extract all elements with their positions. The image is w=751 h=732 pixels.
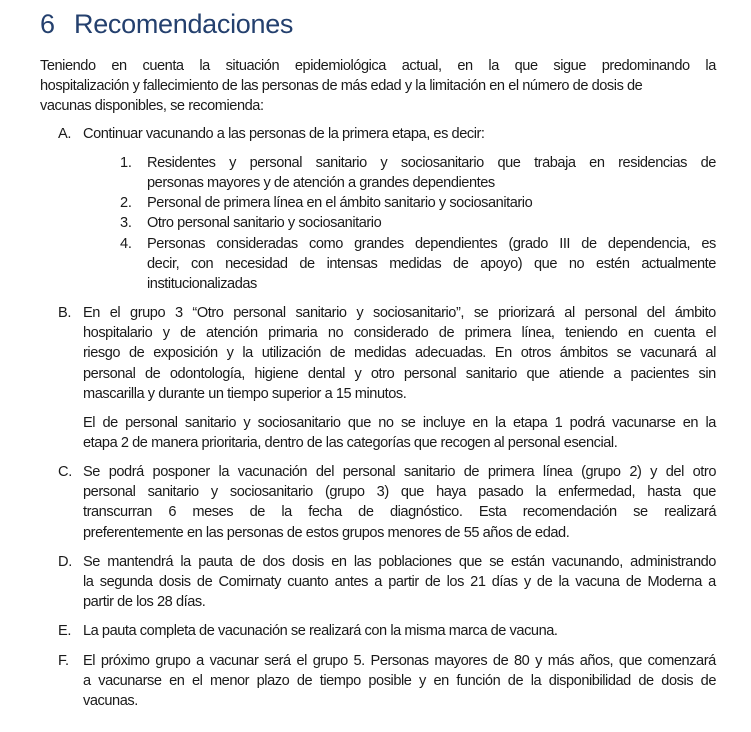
word: actualmente xyxy=(641,256,716,272)
list-marker: B. xyxy=(58,305,72,321)
word: de xyxy=(144,366,161,382)
word: menor xyxy=(209,673,250,689)
sub-item-line: Otro personal sanitario y sociosanitario xyxy=(147,215,382,231)
word: la xyxy=(281,504,292,520)
item-line xyxy=(83,413,716,433)
word: higiene xyxy=(254,366,299,382)
list-marker: A. xyxy=(58,126,72,142)
word: podrá xyxy=(569,415,605,431)
sub-list-marker: 4. xyxy=(120,236,132,252)
word: el xyxy=(296,653,307,669)
word: las xyxy=(353,554,372,570)
word: de xyxy=(438,325,455,341)
word: primaria xyxy=(268,325,318,341)
word: diagnóstico. xyxy=(389,504,463,520)
word: sanitario xyxy=(465,366,517,382)
word: al xyxy=(564,305,575,321)
word: se xyxy=(616,345,632,361)
word: y xyxy=(162,325,170,341)
word: de xyxy=(296,673,313,689)
word: 6 xyxy=(168,504,176,520)
word: se xyxy=(473,305,489,321)
word: es xyxy=(701,236,716,252)
word: la xyxy=(705,58,716,74)
word: los xyxy=(446,574,464,590)
word: a xyxy=(83,673,91,689)
word: III xyxy=(559,236,571,252)
word: estén xyxy=(596,256,630,272)
item-line: mascarilla y durante un tiempo superior a 15 minutos. xyxy=(83,386,407,402)
word: que xyxy=(497,155,521,171)
word: (grupo xyxy=(325,484,365,500)
word: cuenta xyxy=(653,325,695,341)
word: 3) xyxy=(376,484,389,500)
word: “Otro xyxy=(192,305,224,321)
word: y xyxy=(243,415,251,431)
word: de xyxy=(299,256,315,272)
item-line xyxy=(83,482,716,502)
word: meses xyxy=(192,504,234,520)
word: de xyxy=(638,673,654,689)
item-line xyxy=(83,552,716,572)
word: sigue xyxy=(553,58,587,74)
word: 80 xyxy=(514,653,530,669)
word: grupo xyxy=(312,653,348,669)
word: personal xyxy=(403,366,457,382)
word: residencias xyxy=(618,155,688,171)
word: pasado xyxy=(478,484,524,500)
word: vacunando, xyxy=(551,554,623,570)
word: incluye xyxy=(422,415,466,431)
word: no xyxy=(568,256,585,272)
intro-line: vacunas disponibles, se recomienda: xyxy=(40,98,264,114)
word: epidemiológica xyxy=(294,58,386,74)
word: de xyxy=(358,504,374,520)
section-heading xyxy=(40,9,293,40)
item-line xyxy=(83,462,716,482)
word: personal xyxy=(249,155,303,171)
word: que xyxy=(458,554,482,570)
word: posponer xyxy=(152,464,210,480)
word: grandes xyxy=(354,236,404,252)
word: sanitario xyxy=(147,484,199,500)
word: Teniendo xyxy=(40,58,96,74)
word: que xyxy=(526,366,550,382)
word: En xyxy=(83,305,100,321)
word: sociosanitario xyxy=(257,415,341,431)
sub-item-line xyxy=(147,254,716,274)
word: de xyxy=(453,256,469,272)
word: atiende xyxy=(559,366,604,382)
word: 5. xyxy=(353,653,365,669)
word: en xyxy=(472,415,488,431)
word: 2) xyxy=(629,464,642,480)
word: 3 xyxy=(174,305,183,321)
word: cuanto xyxy=(287,574,329,590)
item-line xyxy=(83,343,716,363)
word: el xyxy=(705,325,716,341)
word: sociosanitario xyxy=(229,484,313,500)
word: podrá xyxy=(108,464,144,480)
word: dental xyxy=(307,366,345,382)
word: años, xyxy=(579,653,614,669)
word: de xyxy=(536,574,553,590)
word: necesidad xyxy=(225,256,288,272)
word: 1 xyxy=(554,415,563,431)
word: El xyxy=(83,653,96,669)
word: a xyxy=(613,366,621,382)
word: no xyxy=(327,325,344,341)
word: la xyxy=(495,415,506,431)
word: dependencia, xyxy=(607,236,691,252)
word: y xyxy=(226,345,234,361)
word: disponibilidad xyxy=(548,673,631,689)
sub-item-line xyxy=(147,153,716,173)
word: que xyxy=(347,415,371,431)
word: la xyxy=(488,58,499,74)
word: considerado xyxy=(353,325,429,341)
word: fecha xyxy=(308,504,342,520)
word: a xyxy=(374,574,382,590)
word: próximo xyxy=(100,653,150,669)
word: actual, xyxy=(401,58,442,74)
word: de xyxy=(700,673,716,689)
word: se xyxy=(633,504,648,520)
word: vacunará xyxy=(640,345,697,361)
word: que xyxy=(514,58,538,74)
word: Esta xyxy=(478,504,507,520)
word: Personas xyxy=(370,653,429,669)
list-marker: F. xyxy=(58,653,69,669)
item-line xyxy=(83,671,716,691)
word: otros xyxy=(520,345,551,361)
word: medidas xyxy=(389,256,442,272)
section-title: Recomendaciones xyxy=(74,9,294,39)
word: mantendrá xyxy=(107,554,174,570)
word: realizará xyxy=(664,504,716,520)
word: dos xyxy=(262,554,285,570)
word: personal xyxy=(83,366,136,382)
intro-line xyxy=(40,56,716,76)
word: días xyxy=(491,574,518,590)
word: exposición xyxy=(153,345,218,361)
word: la xyxy=(180,554,191,570)
word: atención xyxy=(206,325,258,341)
word: personal xyxy=(584,305,637,321)
word: la xyxy=(199,58,210,74)
word: sanitario xyxy=(184,415,237,431)
word: personal xyxy=(233,305,286,321)
word: otro xyxy=(692,464,716,480)
word: hasta xyxy=(647,484,681,500)
word: de xyxy=(492,653,509,669)
word: vacuna xyxy=(575,574,620,590)
word: en xyxy=(589,155,605,171)
sub-item-line: personas mayores y de atención a grandes dependientes xyxy=(147,175,495,191)
word: etapa xyxy=(513,415,548,431)
item-line: partir de los 28 días. xyxy=(83,594,206,610)
word: se xyxy=(400,415,416,431)
word: están xyxy=(511,554,545,570)
item-line xyxy=(83,502,716,522)
word: vacunarse xyxy=(612,415,676,431)
word: sociosanitario xyxy=(400,155,484,171)
item-line: vacunas. xyxy=(83,693,138,709)
word: posible xyxy=(368,673,412,689)
word: no xyxy=(378,415,394,431)
section-number: 6 xyxy=(40,9,55,39)
word: utilización xyxy=(261,345,321,361)
word: hospitalario xyxy=(83,325,153,341)
word: grupo xyxy=(130,305,166,321)
word: más xyxy=(547,653,574,669)
word: consideradas xyxy=(216,236,298,252)
word: dosis xyxy=(292,554,324,570)
item-line: Continuar vacunando a las personas de la primera etapa, es decir: xyxy=(83,126,485,142)
word: el xyxy=(109,305,121,321)
word: Moderna xyxy=(647,574,702,590)
word: la xyxy=(535,484,546,500)
word: personal xyxy=(83,484,136,500)
word: teniendo xyxy=(565,325,618,341)
word: medidas xyxy=(354,345,407,361)
word: (grupo xyxy=(581,464,621,480)
word: El xyxy=(83,415,96,431)
word: cuenta xyxy=(142,58,184,74)
word: que xyxy=(534,256,558,272)
word: En xyxy=(494,345,512,361)
word: pauta xyxy=(198,554,233,570)
word: vacunar xyxy=(209,653,259,669)
sub-item-line xyxy=(147,234,716,254)
item-line xyxy=(83,364,716,384)
word: como xyxy=(308,236,343,252)
word: a xyxy=(196,653,204,669)
sub-item-line: Personal de primera línea en el ámbito sanitario y sociosanitario xyxy=(147,195,533,211)
word: riesgo xyxy=(83,345,121,361)
word: y xyxy=(650,464,658,480)
word: poblaciones xyxy=(378,554,452,570)
word: del xyxy=(315,464,334,480)
sub-list-marker: 2. xyxy=(120,195,132,211)
word: segunda xyxy=(99,574,153,590)
word: que xyxy=(400,484,424,500)
sub-list-marker: 1. xyxy=(120,155,132,171)
word: a xyxy=(708,574,716,590)
word: Personas xyxy=(147,236,206,252)
list-marker: D. xyxy=(58,554,72,570)
word: la xyxy=(83,574,94,590)
word: vacunarse xyxy=(98,673,162,689)
word: y xyxy=(523,574,531,590)
word: de xyxy=(128,345,145,361)
word: y xyxy=(354,366,362,382)
word: (grado xyxy=(508,236,548,252)
word: la xyxy=(705,415,716,431)
word: y xyxy=(356,305,364,321)
word: de xyxy=(425,574,441,590)
word: de xyxy=(329,345,346,361)
word: decir, xyxy=(147,256,180,272)
word: de xyxy=(507,673,524,689)
word: recomendación xyxy=(522,504,617,520)
item-line xyxy=(83,323,716,343)
word: de xyxy=(239,554,256,570)
item-line xyxy=(83,303,716,323)
word: Se xyxy=(83,554,100,570)
word: personal xyxy=(125,415,178,431)
word: con xyxy=(191,256,214,272)
word: personal xyxy=(342,464,396,480)
word: dosis xyxy=(158,574,191,590)
word: Residentes xyxy=(147,155,216,171)
word: línea, xyxy=(521,325,555,341)
item-line xyxy=(83,572,716,592)
word: función xyxy=(456,673,501,689)
word: priorizará xyxy=(498,305,555,321)
word: en xyxy=(433,673,449,689)
word: la xyxy=(218,464,230,480)
word: grupo xyxy=(155,653,191,669)
word: del xyxy=(665,464,684,480)
word: dependientes xyxy=(414,236,498,252)
word: plazo xyxy=(256,673,290,689)
word: en xyxy=(682,415,699,431)
word: en xyxy=(628,325,644,341)
item-line: La pauta completa de vacunación se realizará con la misma marca de vacuna. xyxy=(83,623,558,639)
word: sanitario xyxy=(295,305,347,321)
word: sin xyxy=(698,366,716,382)
word: enfermedad, xyxy=(558,484,636,500)
word: se xyxy=(489,554,504,570)
word: de xyxy=(581,236,597,252)
word: que xyxy=(692,484,716,500)
word: administrando xyxy=(630,554,716,570)
sub-item-line: institucionalizadas xyxy=(147,276,257,292)
word: la xyxy=(558,574,569,590)
word: haya xyxy=(436,484,466,500)
word: en xyxy=(169,673,185,689)
word: adecuadas. xyxy=(414,345,486,361)
word: de xyxy=(180,325,196,341)
word: vacunación xyxy=(237,464,308,480)
word: dosis xyxy=(661,673,694,689)
word: sanitario xyxy=(403,464,455,480)
word: sanitario xyxy=(315,155,367,171)
word: transcurran xyxy=(83,504,152,520)
word: del xyxy=(646,305,665,321)
word: de xyxy=(196,574,213,590)
word: el xyxy=(191,673,203,689)
word: Se xyxy=(83,464,100,480)
word: primera xyxy=(487,464,535,480)
word: y xyxy=(535,653,542,669)
word: de xyxy=(102,415,118,431)
word: será xyxy=(264,653,291,669)
word: partir xyxy=(388,574,419,590)
word: tiempo xyxy=(319,673,361,689)
word: otro xyxy=(370,366,395,382)
word: de xyxy=(700,155,716,171)
word: intensas xyxy=(326,256,378,272)
word: ámbitos xyxy=(559,345,608,361)
word: situación xyxy=(225,58,280,74)
word: predominando xyxy=(601,58,690,74)
item-line xyxy=(83,651,716,671)
word: odontología, xyxy=(169,366,245,382)
word: línea xyxy=(542,464,573,480)
word: mayores xyxy=(434,653,488,669)
list-marker: E. xyxy=(58,623,72,639)
word: y xyxy=(380,155,388,171)
word: al xyxy=(705,345,716,361)
word: y xyxy=(210,484,218,500)
word: sociosanitario”, xyxy=(373,305,464,321)
sub-list-marker: 3. xyxy=(120,215,132,231)
word: en xyxy=(331,554,347,570)
word: de xyxy=(625,574,642,590)
word: en xyxy=(457,58,473,74)
word: ámbito xyxy=(674,305,716,321)
word: de xyxy=(249,504,265,520)
word: comenzará xyxy=(647,653,716,669)
word: de xyxy=(463,464,480,480)
word: la xyxy=(242,345,253,361)
word: y xyxy=(229,155,236,171)
item-line: etapa 2 de manera prioritaria, dentro de las categorías que recogen al personal esencial. xyxy=(83,435,618,451)
word: 21 xyxy=(470,574,486,590)
word: trabaja xyxy=(534,155,576,171)
word: antes xyxy=(334,574,369,590)
word: que xyxy=(618,653,642,669)
word: primera xyxy=(464,325,511,341)
word: y xyxy=(419,673,426,689)
word: en xyxy=(111,58,127,74)
word: la xyxy=(530,673,542,689)
intro-line: hospitalización y fallecimiento de las personas de más edad y la limitación en el número de dosis de xyxy=(40,78,643,94)
word: Comirnaty xyxy=(218,574,281,590)
word: pacientes xyxy=(630,366,689,382)
item-line: preferentemente en las personas de estos grupos menores de 55 años de edad. xyxy=(83,525,570,541)
word: apoyo) xyxy=(480,256,523,272)
list-marker: C. xyxy=(58,464,72,480)
